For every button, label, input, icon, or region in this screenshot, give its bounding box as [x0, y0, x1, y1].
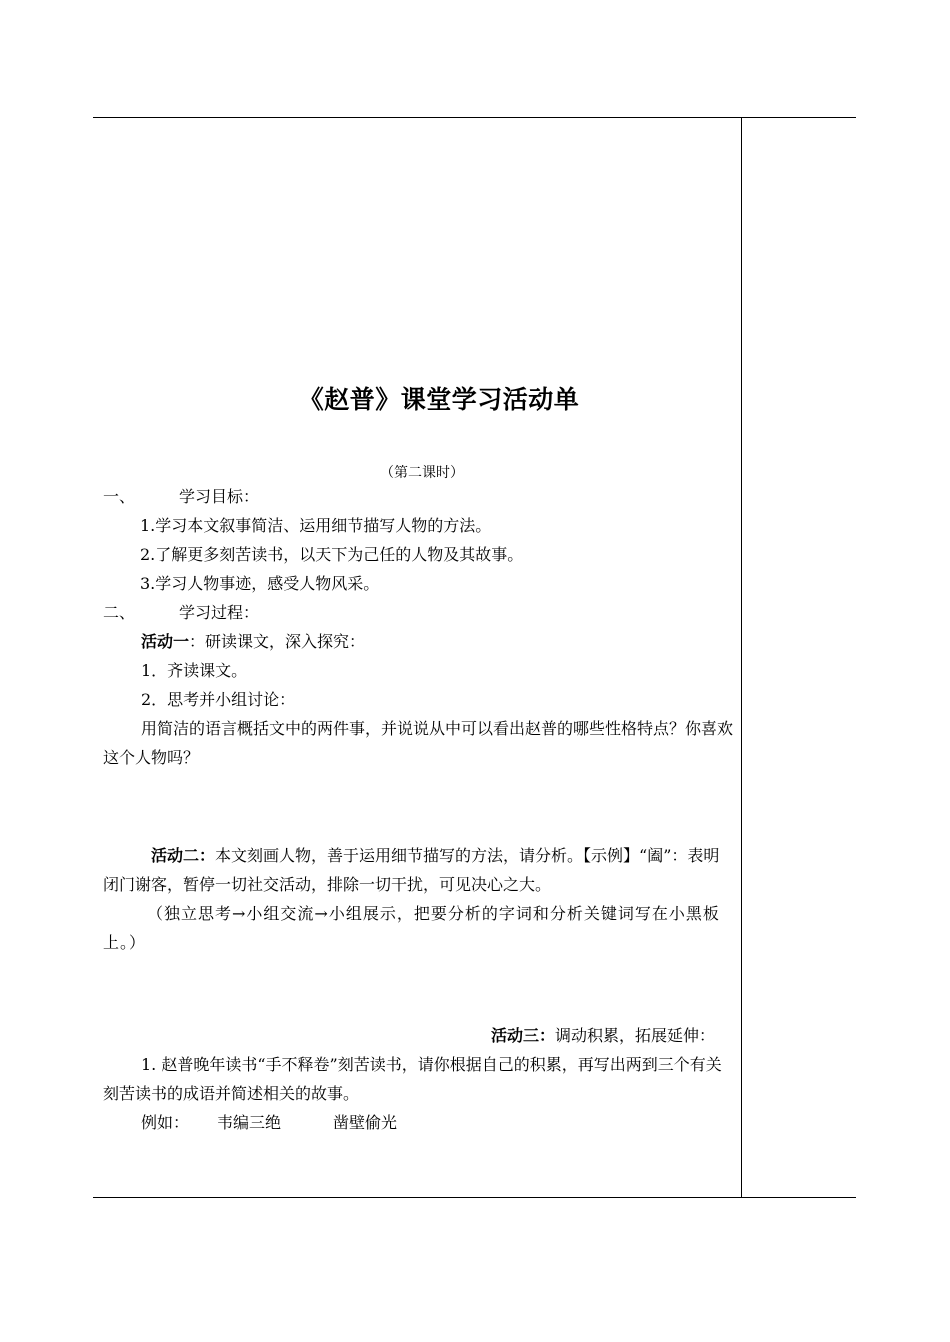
example-label: 例如：	[141, 1113, 190, 1132]
activity-3-heading: 活动三：	[490, 1026, 555, 1045]
section-1-number: 一、	[103, 487, 136, 506]
activity-1-step-2: 2．思考并小组讨论：	[141, 690, 296, 709]
column-divider	[741, 117, 742, 1198]
activity-2-heading: 活动二：	[151, 846, 216, 865]
activity-2-title	[103, 841, 735, 899]
section-2-heading	[103, 598, 735, 627]
activity-1-heading: 活动一	[141, 632, 190, 651]
goal-item-3: 3.学习人物事迹，感受人物风采。	[140, 574, 380, 593]
page-title: 《赵普》课堂学习活动单	[298, 385, 580, 414]
activity-1-title	[103, 627, 735, 656]
document-body	[103, 380, 735, 1137]
example-idiom-1: 韦编三绝	[217, 1113, 282, 1132]
activity-1-step-1: 1．齐读课文。	[141, 661, 248, 680]
goal-item-1: 1.学习本文叙事简洁、运用细节描写人物的方法。	[140, 516, 492, 535]
answer-space-2	[103, 957, 735, 1021]
example-idiom-2: 凿壁偷光	[333, 1113, 398, 1132]
bottom-rule	[93, 1197, 856, 1198]
answer-space-1	[103, 772, 735, 841]
activity-3-title	[103, 1021, 735, 1050]
section-1-label: 学习目标：	[179, 487, 260, 506]
activity-3-task: 1. 赵普晚年读书“手不释卷”刻苦读书，请你根据自己的积累，再写出两到三个有关刻苦读书的成语并简述相关的故事。	[103, 1055, 722, 1103]
section-2-label: 学习过程：	[179, 603, 260, 622]
activity-2-text: 本文刻画人物，善于运用细节描写的方法，请分析。【示例】“阖”：表明闭门谢客，暂停一切社交活动，排除一切干扰，可见决心之大。	[103, 846, 720, 894]
activity-1-text: ：研读课文，深入探究：	[189, 632, 366, 651]
page-subtitle: （第二课时）	[380, 465, 464, 481]
goal-item-2: 2.了解更多刻苦读书，以天下为己任的人物及其故事。	[140, 545, 524, 564]
activity-3-text: 调动积累，拓展延伸：	[554, 1026, 715, 1045]
activity-2-note: （独立思考→小组交流→小组展示，把要分析的字词和分析关键词写在小黑板上。）	[103, 904, 720, 952]
section-2-number: 二、	[103, 603, 136, 622]
activity-1-question: 用简洁的语言概括文中的两件事，并说说从中可以看出赵普的哪些性格特点？你喜欢这个人物吗？	[103, 719, 734, 767]
section-1-heading	[103, 482, 735, 511]
example-line	[103, 1108, 735, 1137]
